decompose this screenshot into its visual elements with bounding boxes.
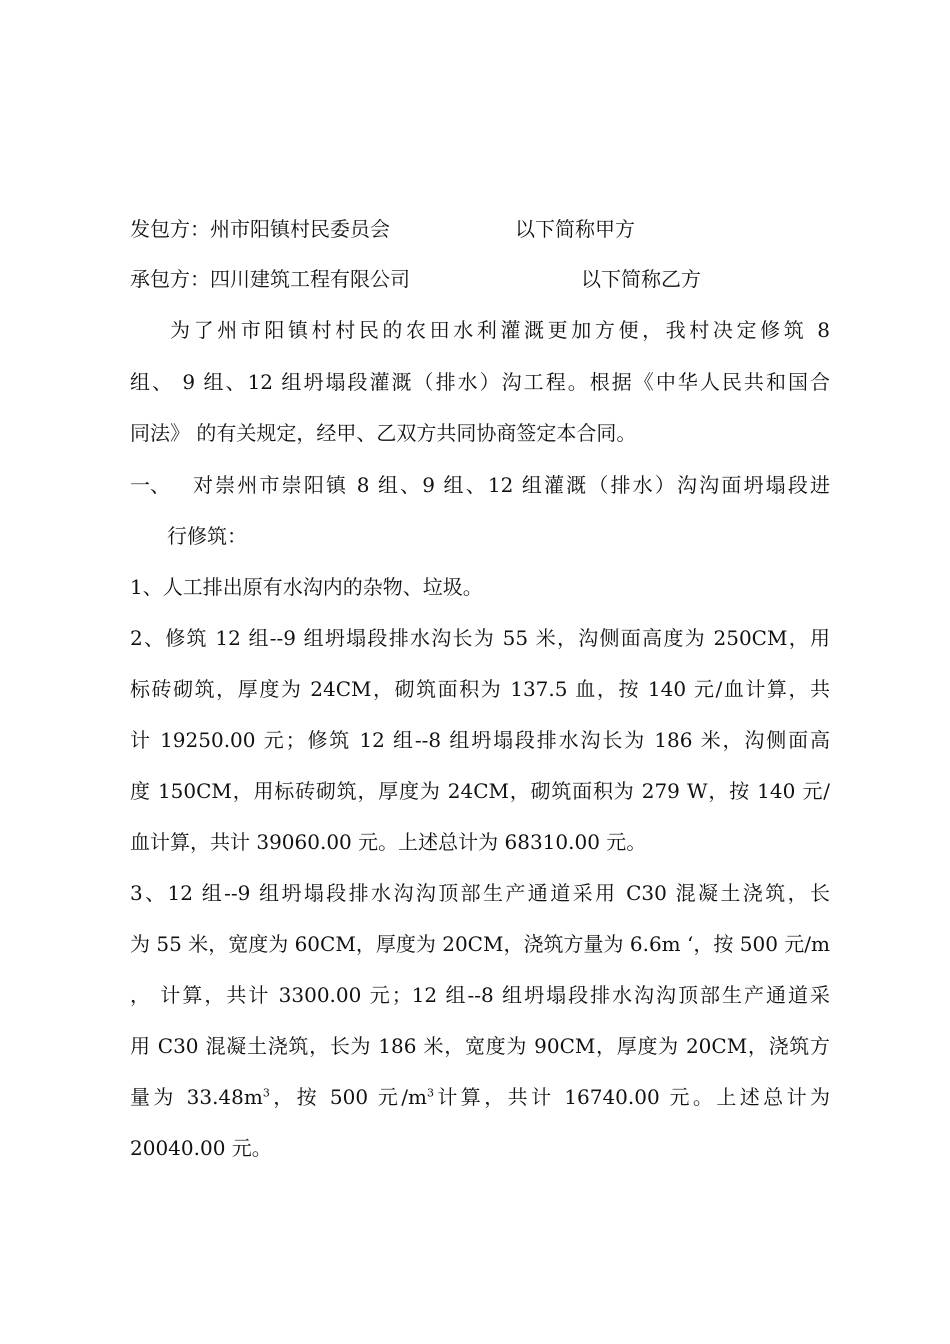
section-title-line-1: 对崇州市崇阳镇 8 组、9 组、12 组灌溉（排水）沟沟面坍塌段进 [193, 473, 830, 497]
item2-line-5: 血计算，共计 39060.00 元。上述总计为 68310.00 元。 [130, 830, 647, 854]
item3-line-4: 用 C30 混凝土浇筑，长为 186 米，宽度为 90CM，厚度为 20CM，浇筑方 [130, 1034, 830, 1058]
superscript-cube: 3 [426, 1086, 434, 1100]
item2-line-2: 标砖砌筑，厚度为 24CM，砌筑面积为 137.5 血，按 140 元/血计算，共 [130, 677, 830, 701]
item3-line-5 [130, 1084, 830, 1110]
section-number: 一、 [130, 473, 170, 497]
section-title-line-2: 行修筑： [167, 524, 247, 548]
item3-line-6: 20040.00 元。 [130, 1136, 272, 1160]
intro-line-3: 同法》 的有关规定，经甲、乙双方共同协商签定本合同。 [130, 421, 637, 445]
item2-line-4: 度 150CM，用标砖砌筑，厚度为 24CM，砌筑面积为 279 W，按 140 元/ [130, 779, 830, 803]
contractor-label: 承包方：四川建筑工程有限公司 [130, 267, 410, 291]
item2-line-1: 2、修筑 12 组--9 组坍塌段排水沟长为 55 米，沟侧面高度为 250CM，用 [130, 626, 830, 650]
list-item-1: 1、人工排出原有水沟内的杂物、垃圾。 [130, 575, 483, 599]
item3-line-5-part-c: 计算，共计 16740.00 元。上述总计为 [433, 1085, 831, 1109]
issuer-alias: 以下简称甲方 [515, 217, 635, 241]
item3-line-2: 为 55 米，宽度为 60CM，厚度为 20CM，浇筑方量为 6.6m ‘，按 500 元/m [130, 932, 830, 956]
item3-line-5-part-b: ，按 500 元/m [269, 1085, 427, 1109]
intro-line-2: 组、 9 组、12 组坍塌段灌溉（排水）沟工程。根据《中华人民共和国合 [130, 370, 830, 394]
issuer-label: 发包方：州市阳镇村民委员会 [130, 217, 390, 241]
item2-line-3: 计 19250.00 元；修筑 12 组--8 组坍塌段排水沟长为 186 米，沟侧面高 [130, 728, 830, 752]
item3-line-5-part-a: 量为 33.48m [130, 1085, 263, 1109]
item3-line-3: ， 计算，共计 3300.00 元；12 组--8 组坍塌段排水沟沟顶部生产通道采 [130, 983, 830, 1007]
superscript-cube: 3 [262, 1086, 270, 1100]
intro-line-1: 为了州市阳镇村村民的农田水利灌溉更加方便，我村决定修筑 8 [170, 318, 830, 342]
contractor-line [130, 266, 830, 292]
item3-line-1: 3、12 组--9 组坍塌段排水沟沟顶部生产通道采用 C30 混凝土浇筑，长 [130, 881, 830, 905]
contractor-alias: 以下简称乙方 [581, 267, 701, 291]
issuer-line [130, 216, 830, 242]
